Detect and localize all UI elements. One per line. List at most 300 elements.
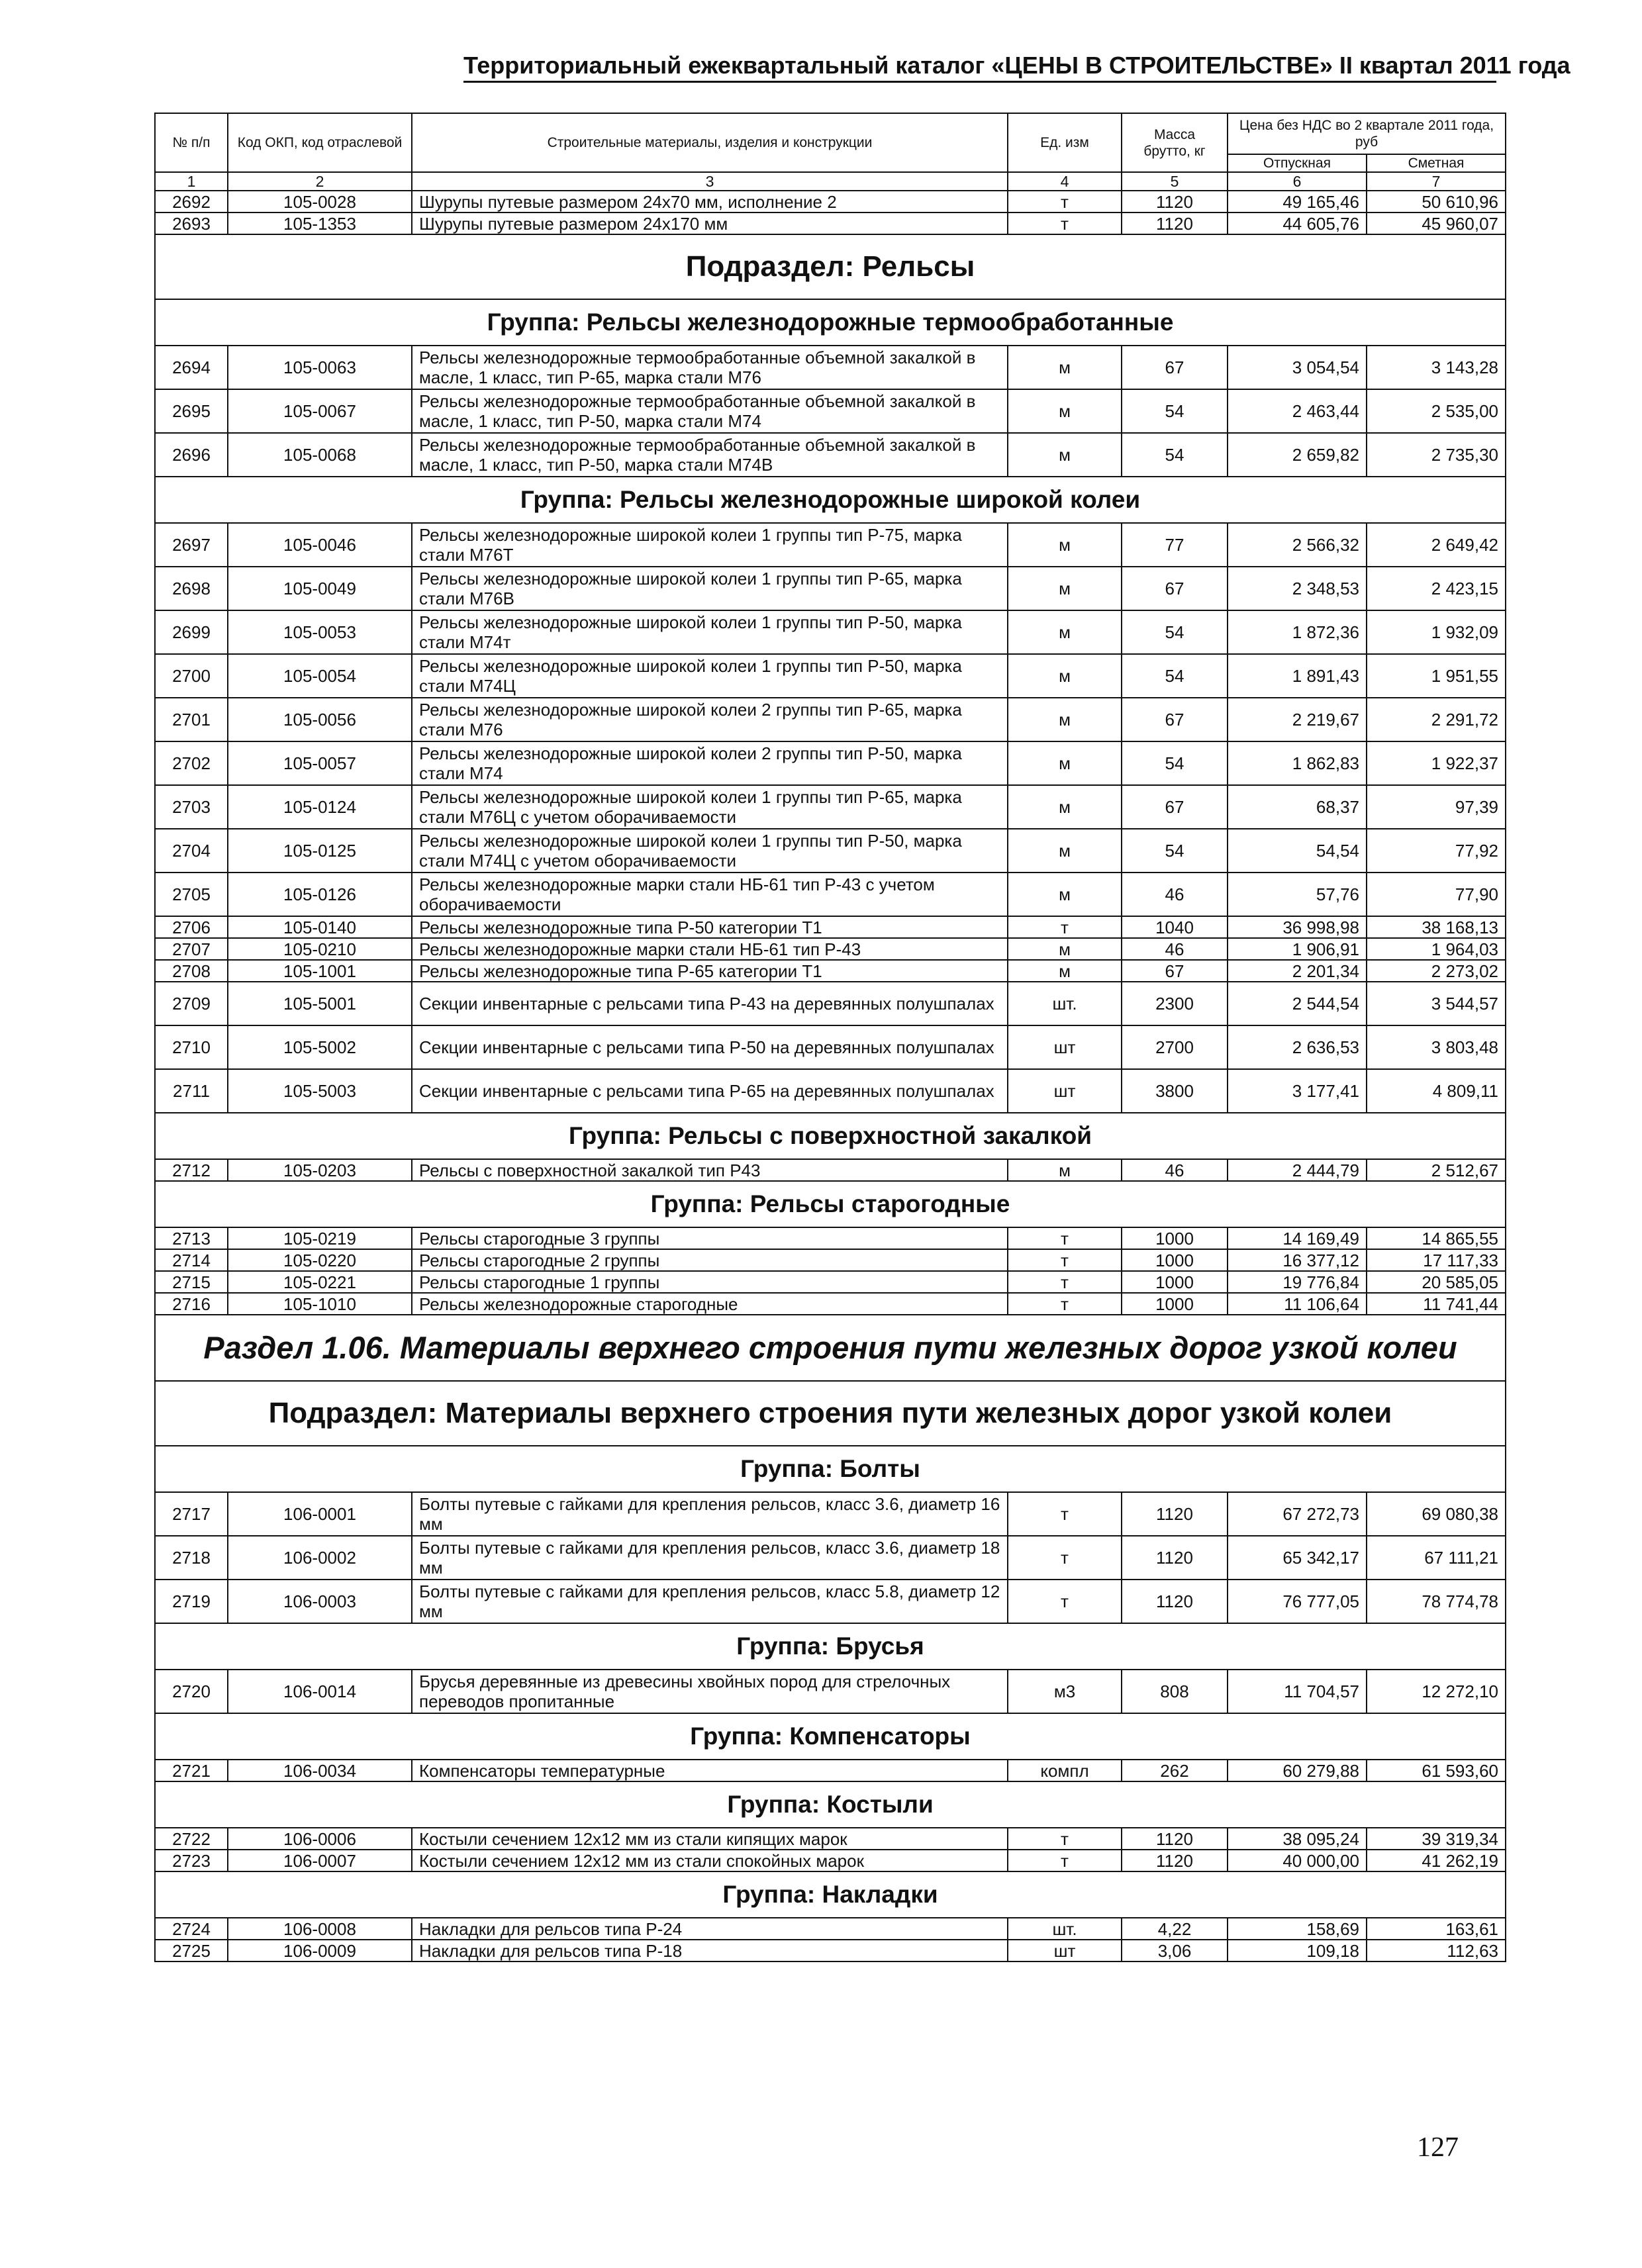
group-row (155, 299, 1506, 346)
unit-of-measure: т (1008, 1271, 1122, 1293)
material-name: Рельсы железнодорожные типа Р-65 категории Т1 (412, 960, 1008, 982)
gross-mass: 1120 (1122, 1828, 1228, 1850)
row-number: 2709 (155, 982, 228, 1025)
row-number: 2707 (155, 938, 228, 960)
material-name: Болты путевые с гайками для крепления рельсов, класс 5.8, диаметр 12 мм (412, 1580, 1008, 1623)
material-name: Секции инвентарные с рельсами типа Р-43 на деревянных полушпалах (412, 982, 1008, 1025)
row-number: 2710 (155, 1025, 228, 1069)
estimate-price: 2 512,67 (1367, 1159, 1506, 1181)
estimate-price: 14 865,55 (1367, 1227, 1506, 1249)
gross-mass: 67 (1122, 960, 1228, 982)
group-heading: Группа: Костыли (155, 1781, 1506, 1828)
material-name: Рельсы с поверхностной закалкой тип Р43 (412, 1159, 1008, 1181)
header-price-group: Цена без НДС во 2 квартале 2011 года, руб (1228, 113, 1506, 154)
release-price: 2 348,53 (1228, 567, 1367, 610)
row-number: 2725 (155, 1940, 228, 1961)
table-row (155, 1580, 1506, 1623)
subsection-heading: Подраздел: Рельсы (155, 234, 1506, 299)
table-row (155, 1492, 1506, 1536)
estimate-price: 1 964,03 (1367, 938, 1506, 960)
unit-of-measure: т (1008, 916, 1122, 938)
okp-code: 105-0057 (228, 741, 412, 785)
header-price-release: Отпускная (1228, 154, 1367, 172)
header-num: № п/п (155, 113, 228, 172)
gross-mass: 1120 (1122, 213, 1228, 234)
estimate-price: 78 774,78 (1367, 1580, 1506, 1623)
table-row (155, 610, 1506, 654)
row-number: 2706 (155, 916, 228, 938)
table-row (155, 1159, 1506, 1181)
estimate-price: 3 803,48 (1367, 1025, 1506, 1069)
gross-mass: 67 (1122, 567, 1228, 610)
material-name: Рельсы железнодорожные широкой колеи 1 группы тип Р-65, марка стали М76В (412, 567, 1008, 610)
release-price: 76 777,05 (1228, 1580, 1367, 1623)
table-row (155, 1760, 1506, 1781)
group-row (155, 1446, 1506, 1492)
row-number: 2704 (155, 829, 228, 873)
row-number: 2717 (155, 1492, 228, 1536)
material-name: Секции инвентарные с рельсами типа Р-50 на деревянных полушпалах (412, 1025, 1008, 1069)
okp-code: 106-0034 (228, 1760, 412, 1781)
row-number: 2702 (155, 741, 228, 785)
material-name: Костыли сечением 12х12 мм из стали спокойных марок (412, 1850, 1008, 1871)
header-mass: Масса брутто, кг (1122, 113, 1228, 172)
release-price: 1 891,43 (1228, 654, 1367, 698)
gross-mass: 4,22 (1122, 1918, 1228, 1940)
material-name: Рельсы железнодорожные широкой колеи 1 группы тип Р-50, марка стали М74Ц с учетом оборачиваемости (412, 829, 1008, 873)
group-heading: Группа: Компенсаторы (155, 1713, 1506, 1760)
estimate-price: 77,92 (1367, 829, 1506, 873)
unit-of-measure: т (1008, 1293, 1122, 1315)
release-price: 2 444,79 (1228, 1159, 1367, 1181)
release-price: 38 095,24 (1228, 1828, 1367, 1850)
column-number: 4 (1008, 172, 1122, 191)
material-name: Рельсы железнодорожные широкой колеи 2 группы тип Р-65, марка стали М76 (412, 698, 1008, 741)
okp-code: 106-0008 (228, 1918, 412, 1940)
material-name: Рельсы старогодные 3 группы (412, 1227, 1008, 1249)
okp-code: 106-0009 (228, 1940, 412, 1961)
column-number: 1 (155, 172, 228, 191)
material-name: Болты путевые с гайками для крепления рельсов, класс 3.6, диаметр 18 мм (412, 1536, 1008, 1580)
material-name: Костыли сечением 12х12 мм из стали кипящих марок (412, 1828, 1008, 1850)
estimate-price: 2 649,42 (1367, 523, 1506, 567)
estimate-price: 38 168,13 (1367, 916, 1506, 938)
okp-code: 106-0014 (228, 1670, 412, 1713)
gross-mass: 1120 (1122, 1850, 1228, 1871)
table-row (155, 916, 1506, 938)
unit-of-measure: м (1008, 829, 1122, 873)
gross-mass: 54 (1122, 829, 1228, 873)
estimate-price: 41 262,19 (1367, 1850, 1506, 1871)
release-price: 2 566,32 (1228, 523, 1367, 567)
unit-of-measure: компл (1008, 1760, 1122, 1781)
row-number: 2701 (155, 698, 228, 741)
unit-of-measure: т (1008, 1249, 1122, 1271)
gross-mass: 54 (1122, 433, 1228, 477)
release-price: 60 279,88 (1228, 1760, 1367, 1781)
okp-code: 105-1353 (228, 213, 412, 234)
column-number: 3 (412, 172, 1008, 191)
gross-mass: 2700 (1122, 1025, 1228, 1069)
row-number: 2700 (155, 654, 228, 698)
okp-code: 105-0068 (228, 433, 412, 477)
row-number: 2695 (155, 389, 228, 433)
group-heading: Группа: Рельсы железнодорожные термообработанные (155, 299, 1506, 346)
row-number: 2714 (155, 1249, 228, 1271)
group-heading: Группа: Накладки (155, 1871, 1506, 1918)
material-name: Рельсы железнодорожные старогодные (412, 1293, 1008, 1315)
table-row (155, 1828, 1506, 1850)
unit-of-measure: м (1008, 741, 1122, 785)
release-price: 109,18 (1228, 1940, 1367, 1961)
okp-code: 106-0002 (228, 1536, 412, 1580)
row-number: 2694 (155, 346, 228, 389)
okp-code: 105-1001 (228, 960, 412, 982)
okp-code: 105-0046 (228, 523, 412, 567)
gross-mass: 1000 (1122, 1293, 1228, 1315)
material-name: Брусья деревянные из древесины хвойных пород для стрелочных переводов пропитанные (412, 1670, 1008, 1713)
estimate-price: 2 423,15 (1367, 567, 1506, 610)
estimate-price: 67 111,21 (1367, 1536, 1506, 1580)
unit-of-measure: т (1008, 1850, 1122, 1871)
row-number: 2718 (155, 1536, 228, 1580)
table-row (155, 1069, 1506, 1113)
release-price: 2 201,34 (1228, 960, 1367, 982)
table-header-row (155, 113, 1506, 154)
gross-mass: 54 (1122, 610, 1228, 654)
gross-mass: 77 (1122, 523, 1228, 567)
subsection-row (155, 234, 1506, 299)
release-price: 68,37 (1228, 785, 1367, 829)
table-row (155, 698, 1506, 741)
row-number: 2713 (155, 1227, 228, 1249)
estimate-price: 77,90 (1367, 873, 1506, 916)
unit-of-measure: м (1008, 873, 1122, 916)
okp-code: 105-0124 (228, 785, 412, 829)
column-number-row (155, 172, 1506, 191)
release-price: 67 272,73 (1228, 1492, 1367, 1536)
table-row (155, 938, 1506, 960)
unit-of-measure: м (1008, 433, 1122, 477)
gross-mass: 808 (1122, 1670, 1228, 1713)
estimate-price: 112,63 (1367, 1940, 1506, 1961)
release-price: 2 636,53 (1228, 1025, 1367, 1069)
table-row (155, 191, 1506, 213)
unit-of-measure: м (1008, 960, 1122, 982)
row-number: 2724 (155, 1918, 228, 1940)
estimate-price: 2 535,00 (1367, 389, 1506, 433)
okp-code: 105-0056 (228, 698, 412, 741)
table-row (155, 1249, 1506, 1271)
row-number: 2715 (155, 1271, 228, 1293)
material-name: Рельсы железнодорожные широкой колеи 1 группы тип Р-50, марка стали М74т (412, 610, 1008, 654)
estimate-price: 163,61 (1367, 1918, 1506, 1940)
table-row (155, 433, 1506, 477)
estimate-price: 69 080,38 (1367, 1492, 1506, 1536)
estimate-price: 20 585,05 (1367, 1271, 1506, 1293)
unit-of-measure: шт (1008, 1025, 1122, 1069)
gross-mass: 1000 (1122, 1227, 1228, 1249)
row-number: 2705 (155, 873, 228, 916)
unit-of-measure: шт. (1008, 1918, 1122, 1940)
table-row (155, 1271, 1506, 1293)
gross-mass: 67 (1122, 698, 1228, 741)
table-row (155, 873, 1506, 916)
unit-of-measure: м (1008, 698, 1122, 741)
material-name: Рельсы железнодорожные термообработанные объемной закалкой в масле, 1 класс, тип Р-50, марка стали М74 (412, 389, 1008, 433)
gross-mass: 3800 (1122, 1069, 1228, 1113)
gross-mass: 1120 (1122, 1536, 1228, 1580)
estimate-price: 45 960,07 (1367, 213, 1506, 234)
row-number: 2723 (155, 1850, 228, 1871)
okp-code: 105-0063 (228, 346, 412, 389)
row-number: 2693 (155, 213, 228, 234)
release-price: 65 342,17 (1228, 1536, 1367, 1580)
price-table (154, 113, 1506, 1962)
estimate-price: 50 610,96 (1367, 191, 1506, 213)
column-number: 5 (1122, 172, 1228, 191)
row-number: 2697 (155, 523, 228, 567)
estimate-price: 17 117,33 (1367, 1249, 1506, 1271)
gross-mass: 46 (1122, 1159, 1228, 1181)
table-row (155, 1670, 1506, 1713)
release-price: 2 544,54 (1228, 982, 1367, 1025)
table-row (155, 1918, 1506, 1940)
table-row (155, 213, 1506, 234)
table-row (155, 785, 1506, 829)
unit-of-measure: шт (1008, 1069, 1122, 1113)
group-heading: Группа: Рельсы старогодные (155, 1181, 1506, 1227)
unit-of-measure: шт. (1008, 982, 1122, 1025)
gross-mass: 1120 (1122, 1580, 1228, 1623)
material-name: Рельсы железнодорожные широкой колеи 1 группы тип Р-50, марка стали М74Ц (412, 654, 1008, 698)
okp-code: 106-0006 (228, 1828, 412, 1850)
estimate-price: 1 922,37 (1367, 741, 1506, 785)
gross-mass: 54 (1122, 389, 1228, 433)
unit-of-measure: м (1008, 610, 1122, 654)
group-heading: Группа: Рельсы с поверхностной закалкой (155, 1113, 1506, 1159)
table-row (155, 982, 1506, 1025)
table-row (155, 389, 1506, 433)
subsection-row (155, 1381, 1506, 1446)
table-row (155, 1293, 1506, 1315)
section-heading: Раздел 1.06. Материалы верхнего строения пути железных дорог узкой колеи (155, 1315, 1506, 1381)
release-price: 3 177,41 (1228, 1069, 1367, 1113)
row-number: 2703 (155, 785, 228, 829)
release-price: 44 605,76 (1228, 213, 1367, 234)
estimate-price: 3 544,57 (1367, 982, 1506, 1025)
table-row (155, 654, 1506, 698)
gross-mass: 54 (1122, 654, 1228, 698)
column-number: 7 (1367, 172, 1506, 191)
group-heading: Группа: Рельсы железнодорожные широкой колеи (155, 477, 1506, 523)
estimate-price: 1 951,55 (1367, 654, 1506, 698)
okp-code: 105-0210 (228, 938, 412, 960)
column-number: 2 (228, 172, 412, 191)
release-price: 1 862,83 (1228, 741, 1367, 785)
material-name: Компенсаторы температурные (412, 1760, 1008, 1781)
release-price: 2 659,82 (1228, 433, 1367, 477)
header-unit: Ед. изм (1008, 113, 1122, 172)
group-heading: Группа: Брусья (155, 1623, 1506, 1670)
release-price: 57,76 (1228, 873, 1367, 916)
gross-mass: 1000 (1122, 1249, 1228, 1271)
okp-code: 105-5001 (228, 982, 412, 1025)
material-name: Рельсы железнодорожные марки стали НБ-61 тип Р-43 (412, 938, 1008, 960)
section-row (155, 1315, 1506, 1381)
unit-of-measure: м (1008, 346, 1122, 389)
gross-mass: 3,06 (1122, 1940, 1228, 1961)
group-heading: Группа: Болты (155, 1446, 1506, 1492)
release-price: 11 106,64 (1228, 1293, 1367, 1315)
row-number: 2698 (155, 567, 228, 610)
okp-code: 105-0221 (228, 1271, 412, 1293)
unit-of-measure: м (1008, 567, 1122, 610)
release-price: 1 872,36 (1228, 610, 1367, 654)
okp-code: 105-0203 (228, 1159, 412, 1181)
unit-of-measure: м3 (1008, 1670, 1122, 1713)
page-header-title: Территориальный ежеквартальный каталог «ЦЕНЫ В СТРОИТЕЛЬСТВЕ» II квартал 2011 года (463, 52, 1496, 83)
okp-code: 105-5002 (228, 1025, 412, 1069)
unit-of-measure: т (1008, 1536, 1122, 1580)
row-number: 2712 (155, 1159, 228, 1181)
material-name: Накладки для рельсов типа Р-18 (412, 1940, 1008, 1961)
material-name: Шурупы путевые размером 24х170 мм (412, 213, 1008, 234)
gross-mass: 262 (1122, 1760, 1228, 1781)
okp-code: 105-0067 (228, 389, 412, 433)
gross-mass: 1040 (1122, 916, 1228, 938)
table-body (155, 191, 1506, 1961)
unit-of-measure: м (1008, 1159, 1122, 1181)
unit-of-measure: м (1008, 389, 1122, 433)
okp-code: 105-0053 (228, 610, 412, 654)
gross-mass: 54 (1122, 741, 1228, 785)
row-number: 2719 (155, 1580, 228, 1623)
gross-mass: 2300 (1122, 982, 1228, 1025)
header-code: Код ОКП, код отраслевой (228, 113, 412, 172)
release-price: 19 776,84 (1228, 1271, 1367, 1293)
estimate-price: 2 291,72 (1367, 698, 1506, 741)
page-number: 127 (1417, 2132, 1459, 2163)
header-name: Строительные материалы, изделия и конструкции (412, 113, 1008, 172)
row-number: 2699 (155, 610, 228, 654)
group-row (155, 1781, 1506, 1828)
material-name: Рельсы железнодорожные термообработанные объемной закалкой в масле, 1 класс, тип Р-50, марка стали М74В (412, 433, 1008, 477)
material-name: Болты путевые с гайками для крепления рельсов, класс 3.6, диаметр 16 мм (412, 1492, 1008, 1536)
table-row (155, 1536, 1506, 1580)
estimate-price: 11 741,44 (1367, 1293, 1506, 1315)
table-row (155, 1025, 1506, 1069)
table-row (155, 567, 1506, 610)
material-name: Накладки для рельсов типа Р-24 (412, 1918, 1008, 1940)
estimate-price: 97,39 (1367, 785, 1506, 829)
estimate-price: 1 932,09 (1367, 610, 1506, 654)
okp-code: 105-0126 (228, 873, 412, 916)
release-price: 16 377,12 (1228, 1249, 1367, 1271)
table-row (155, 960, 1506, 982)
okp-code: 105-0219 (228, 1227, 412, 1249)
material-name: Секции инвентарные с рельсами типа Р-65 на деревянных полушпалах (412, 1069, 1008, 1113)
okp-code: 105-5003 (228, 1069, 412, 1113)
unit-of-measure: м (1008, 785, 1122, 829)
row-number: 2720 (155, 1670, 228, 1713)
okp-code: 105-0049 (228, 567, 412, 610)
material-name: Рельсы железнодорожные широкой колеи 2 группы тип Р-50, марка стали М74 (412, 741, 1008, 785)
gross-mass: 46 (1122, 873, 1228, 916)
release-price: 40 000,00 (1228, 1850, 1367, 1871)
table-row (155, 523, 1506, 567)
okp-code: 105-1010 (228, 1293, 412, 1315)
gross-mass: 46 (1122, 938, 1228, 960)
release-price: 3 054,54 (1228, 346, 1367, 389)
group-row (155, 1181, 1506, 1227)
row-number: 2711 (155, 1069, 228, 1113)
material-name: Рельсы железнодорожные марки стали НБ-61 тип Р-43 с учетом оборачиваемости (412, 873, 1008, 916)
estimate-price: 4 809,11 (1367, 1069, 1506, 1113)
okp-code: 106-0003 (228, 1580, 412, 1623)
unit-of-measure: т (1008, 1227, 1122, 1249)
release-price: 36 998,98 (1228, 916, 1367, 938)
estimate-price: 3 143,28 (1367, 346, 1506, 389)
unit-of-measure: м (1008, 654, 1122, 698)
group-row (155, 1113, 1506, 1159)
row-number: 2721 (155, 1760, 228, 1781)
table-row (155, 829, 1506, 873)
okp-code: 105-0054 (228, 654, 412, 698)
material-name: Рельсы старогодные 1 группы (412, 1271, 1008, 1293)
header-price-estimate: Сметная (1367, 154, 1506, 172)
table-row (155, 1850, 1506, 1871)
row-number: 2708 (155, 960, 228, 982)
material-name: Рельсы железнодорожные термообработанные объемной закалкой в масле, 1 класс, тип Р-65, марка стали М76 (412, 346, 1008, 389)
unit-of-measure: т (1008, 191, 1122, 213)
row-number: 2722 (155, 1828, 228, 1850)
gross-mass: 1120 (1122, 1492, 1228, 1536)
okp-code: 105-0140 (228, 916, 412, 938)
unit-of-measure: т (1008, 1580, 1122, 1623)
group-row (155, 1713, 1506, 1760)
release-price: 49 165,46 (1228, 191, 1367, 213)
estimate-price: 61 593,60 (1367, 1760, 1506, 1781)
column-number: 6 (1228, 172, 1367, 191)
release-price: 11 704,57 (1228, 1670, 1367, 1713)
table-row (155, 741, 1506, 785)
material-name: Рельсы железнодорожные широкой колеи 1 группы тип Р-65, марка стали М76Ц с учетом оборачиваемости (412, 785, 1008, 829)
release-price: 158,69 (1228, 1918, 1367, 1940)
unit-of-measure: м (1008, 523, 1122, 567)
unit-of-measure: т (1008, 1492, 1122, 1536)
material-name: Рельсы железнодорожные широкой колеи 1 группы тип Р-75, марка стали М76Т (412, 523, 1008, 567)
release-price: 2 219,67 (1228, 698, 1367, 741)
group-row (155, 477, 1506, 523)
release-price: 54,54 (1228, 829, 1367, 873)
row-number: 2696 (155, 433, 228, 477)
unit-of-measure: м (1008, 938, 1122, 960)
okp-code: 106-0007 (228, 1850, 412, 1871)
unit-of-measure: шт (1008, 1940, 1122, 1961)
release-price: 2 463,44 (1228, 389, 1367, 433)
unit-of-measure: т (1008, 213, 1122, 234)
row-number: 2716 (155, 1293, 228, 1315)
release-price: 14 169,49 (1228, 1227, 1367, 1249)
table-row (155, 1227, 1506, 1249)
release-price: 1 906,91 (1228, 938, 1367, 960)
group-row (155, 1623, 1506, 1670)
group-row (155, 1871, 1506, 1918)
subsection-heading: Подраздел: Материалы верхнего строения пути железных дорог узкой колеи (155, 1381, 1506, 1446)
unit-of-measure: т (1008, 1828, 1122, 1850)
row-number: 2692 (155, 191, 228, 213)
